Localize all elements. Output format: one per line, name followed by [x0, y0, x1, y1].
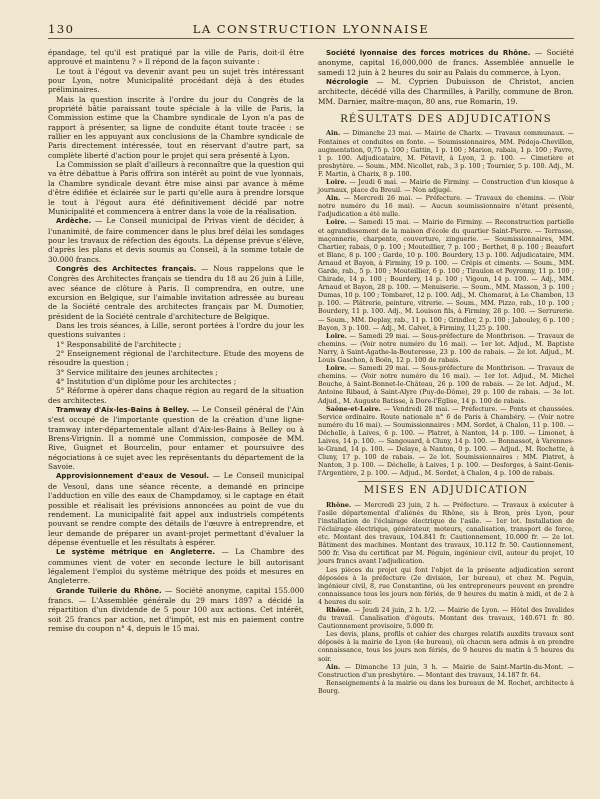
entry-region: Ain. [326, 662, 341, 671]
adjudication-entry [318, 405, 574, 478]
divider [358, 481, 534, 482]
results-list [318, 129, 574, 477]
adjudication-entry [318, 606, 574, 630]
entry-text: — Dimanche 13 juin, 3 h. — Mairie de Saint-Martin-du-Mont. — Construction d'un presbytère. — Montant des travaux, 14.187 fr. 64. [318, 662, 574, 679]
item-text: — Le Conseil municipal de Privas vient de décider, à l'unanimité, de faire commencer dans le plus bref délai les sondages pour les travaux de réfection des égouts. La dépense prévue s'élève, d'après les plans et devis soumis au Conseil, à la somme totale de 30.000 francs. [48, 216, 304, 264]
entry-text: — Samedi 29 mai. — Sous-préfecture de Montbrison. — Travaux de chemins. — (Voir notre numéro du 16 mai). — 1er lot. Adjud., M. Baptiste Narry, à Saint-Agathe-la-Bouteresse, 23 p. 100 de rabais. — 2e lot. Adjud., M. Louis Gaschon, à Boën, 12 p. 100 de rabais. [318, 331, 574, 365]
news-item-congres [48, 264, 304, 321]
entry-region: Loire. [326, 177, 347, 186]
entry-text: — Mercredi 23 juin, 2 h. — Préfecture. — Travaux à exécuter à l'asile départemental d'aliénés du Rhône, sis à Bron, près Lyon, pour l'installation de l'éclairage électrique de l'asile. — 1er lot. Installation de l'éclairage électrique, générateur, moteurs, canalisation, transport de force, etc. Montant des travaux, 104.841 fr. Cautionnement, 10.000 fr. — 2e lot. Bâtiment des machines. Montant des travaux, 10.112 fr. 50. Cautionnement, 500 fr. Visa du certificat par M. Péguin, ingénieur civil, auteur du projet, 10 jours francs avant l'adjudication. [318, 500, 574, 566]
entry-text: Les devis, plans, profils et cahier des charges relatifs auxdits travaux sont déposés à la mairie de Lyon (4e bureau), où chacun sera admis à en prendre connaissance, tous les jours non fériés, de 9 heures du matin à 5 heures du soir. [318, 630, 574, 663]
news-item-eaux [48, 471, 304, 547]
adjudication-entry [318, 178, 574, 194]
news-item-forces [318, 48, 574, 77]
mises-title: MISES EN ADJUDICATION [363, 485, 529, 497]
journal-title: LA CONSTRUCTION LYONNAISE [192, 22, 430, 36]
left-column [48, 48, 304, 633]
entry-region: Rhône. [326, 606, 352, 614]
adjudication-entry [318, 566, 574, 606]
adjudication-entry [318, 501, 574, 566]
paragraph: Dans les trois séances, à Lille, seront portées à l'ordre du jour les questions suivantes : [48, 320, 304, 340]
item-text: — Société anonyme, capital 155.000 francs. — L'Assemblée générale du 29 mars 1897 a décidé la répartition d'un dividende de 5 pour 100 aux actions. Cet intérêt, soit 25 francs par action, net d'impôt, est mis en paiement contre remise du coupon n° 4, depuis le 15 mai. [48, 585, 304, 633]
entry-region: Loire. [326, 218, 347, 227]
question-item: 5° Réforme à opérer dans chaque région au regard de la situation des architectes. [48, 386, 304, 405]
results-title: RÉSULTATS DES ADJUDICATIONS [340, 114, 552, 126]
adjudication-entry [318, 630, 574, 662]
adjudication-entry [318, 194, 574, 218]
entry-region: Ain. [326, 129, 341, 138]
item-text: — Le Conseil général de l'Ain s'est occupé de l'importante question de la création d'une ligne-tramway inter-départementale allant d'Aix-les-Bains à Belley ou à Brens-Virignin. Il a nommé une Commission, composée de MM. Rive, Guignet et Bourcelin, pour entamer et poursuivre des négociations à ce sujet avec les représentants du département de la Savoie. [48, 405, 305, 472]
entry-region: Loire. [326, 364, 347, 373]
news-item-ardeche [48, 216, 304, 264]
entry-text: Les pièces du projet qui font l'objet de la présente adjudication seront déposées à la préfecture (2e division, 1er bureau), et chez M. Peguin, ingénieur civil, 8, rue Constantine, où les entrepreneurs peuvent en prendre connaissance tous les jours non fériés, de 9 heures du matin à midi, et de 2 à 4 heures du soir. [318, 565, 574, 606]
section-heading: Ardèche. [56, 217, 92, 226]
paragraph: Mais la question inscrite à l'ordre du jour du Congrès de la propriété bâtie paraissant toute spéciale à la ville de Paris, la Commission estime que la Chambre syndicale de Lyon n'a pas de rapport à présenter, sa ligne de conduite étant toute tracée : se rallier en les appuyant aux conclusions de la Chambre syndicale de Paris directement intéressée, tout en réservant d'autre part, sa complète liberté d'action pour le projet qui sera présenté à Lyon. [48, 94, 304, 160]
entry-text: — Dimanche 23 mai. — Mairie de Charix. — Travaux communaux. — Fontaines et conduites en fonte. — Soumissionnaires, MM. Pédoja-Chevillon, augmentation, 0,75 p. 100 ; Gattin, 1 p. 100 ; Marion, rabais, 1 p. 100 ; Favre, 1 p. 100. Adjudicataire, M. Pétavit, à Lyon, 2 p. 100. — Cimetière et presbytère. — Soum., MM. Nicollet, rab., 3 p. 100 ; Tournier, 5 p. 100. Adj., M. F. Martin, à Charix, 8 p. 100. [318, 129, 574, 178]
news-item-necrologie [318, 77, 574, 106]
paragraph: La Commission se plaît d'ailleurs à reconnaître que la question qui va être débattue à Paris offrira son intérêt au point de vue lyonnais, la Chambre syndicale devant être mise ainsi par avance à même d'être édifiée et éclairée sur le parti qu'elle aura à prendre lorsque le tout à l'égout aura été définitivement décidé par notre Municipalité et commencera à entrer dans la voie de la réalisation. [48, 160, 304, 216]
section-heading: Grande Tuilerie du Rhône. [56, 586, 162, 595]
item-text: — La Chambre des communes vient de voter en seconde lecture le bill autorisant légalement l'emploi du système métrique des poids et mesures en Angleterre. [48, 547, 304, 586]
right-column [318, 48, 574, 695]
section-heading: Approvisionnement d'eaux de Vesoul. [56, 472, 210, 481]
paragraph: épandage, tel qu'il est pratiqué par la ville de Paris, doit-il être approuvé et maintenu ? » Il répond de la façon suivante : [48, 48, 304, 67]
paragraph: Le tout à l'égout va devenir avant peu un sujet très intéressant pour Lyon, notre Municipalité procédant déjà à des études préliminaires. [48, 66, 304, 95]
divider [358, 110, 534, 111]
page-header [48, 22, 574, 39]
question-item: 2° Enseignement régional de l'architecture. Etude des moyens de résoudre la question ; [48, 349, 304, 368]
entry-text: — Jeudi 24 juin, 2 h. 1/2. — Mairie de Lyon. — Hôtel des Invalides du travail. Canalisation d'égouts. Montant des travaux, 140.671 fr. 80. Cautionnement provisoire, 5.000 fr. [318, 606, 574, 631]
item-text: — Le Conseil municipal de Vesoul, dans une séance récente, a demandé en principe l'adduction en ville des eaux de Champdamoy, si le captage en était possible et réalisait les prévisions annoncées au point de vue du rendement. La municipalité fait appel aux industriels compétents pouvant se rendre compte des détails de l'œuvre à entreprendre, et leur demande de préparer un avant-projet permettant d'évaluer la dépense éventuelle et les résultats à espérer. [48, 471, 304, 547]
page-number: 130 [48, 22, 75, 36]
entry-text: — Jeudi 6 mai. — Mairie de Firminy. — Construction d'un kiosque à journaux, place du Breuil. — Non adjugé. [318, 177, 574, 195]
news-item-tuilerie [48, 586, 304, 634]
entry-region: Ain. [326, 194, 341, 203]
section-heading: Société lyonnaise des forces motrices du Rhône. [326, 49, 531, 57]
question-item: 4° Institution d'un diplôme pour les architectes ; [56, 377, 237, 387]
entry-text: — Vendredi 28 mai. — Préfecture. — Ponts et chaussées. Service ordinaire. Route nationale n° 6 de Paris à Chambéry. — (Voir notre numéro du 16 mai). — Soumissionnaires : MM. Sordet, à Chalon, 11 p. 100. — Déchelle, à Laives, 6 p. 100. — Platret, à Nanton, 14 p. 100. — Limonet, à Laives, 14 p. 100. — Sangouard, à Cluny, 14 p. 100. — Bonnassot, à Varennes-le-Grand, 14 p. 100. — Delaye, à Nanton, 0 p. 100. — Adjud., M. Rochette, à Cluny, 17 p. 100 de rabais. — 2e lot. Soumissionnaires : MM. Platret, à Nanton, 3 p. 100. — Déchelle, à Laives, 1 p. 100. — Desforges, à Saint-Genis-l'Argentière, 2 p. 100. — Adjud., M. Sordet, à Chalon, 4 p. 100 de rabais. [318, 404, 574, 478]
question-item: 1° Responsabilité de l'architecte ; [56, 339, 182, 349]
section-heading: Congrès des Architectes français. [56, 264, 197, 273]
item-text: — Société anonyme, capital 16,000,000 de francs. Assemblée annuelle le samedi 12 juin à 2 heures du soir au Palais du commerce, à Lyon. [318, 48, 574, 77]
entry-text: — Mercredi 26 mai. — Préfecture. — Travaux de chemins. — (Voir notre numéro du 16 mai). — Aucun soumissionnaire n'étant présenté, l'adjudication a été nulle. [318, 194, 574, 219]
adjudication-entry [318, 663, 574, 679]
adjudication-entry [318, 218, 574, 331]
entry-text: Renseignements à la mairie ou dans les bureaux de M. Rochet, architecte à Bourg. [318, 678, 574, 695]
entry-region: Rhône. [326, 500, 352, 509]
entry-text: — Samedi 15 mai. — Mairie de Firminy. — Reconstruction partielle et agrandissement de la maison d'école du quartier Saint-Pierre. — Terrasse, maçonnerie, charpente, couverture, zinguerie. — Soumissionnaires, MM. Chartier, rabais, 0 p. 100 ; Mouteillier, 7 p. 100 ; Berthet, 8 p. 100 ; Beaufort et Blanc, 8 p. 100 ; Garde, 10 p. 100. Bourdery, 13 p. 100. Adjudicataire, MM. Arnaud et Bayon, à Firminy, 19 p. 100. — Crépis et ciments. — Soum., MM. Garde, rab., 5 p. 100 ; Mouteillier, 6 p. 100 ; Tiraulon et Peyronny, 11 p. 100 ; Chirade, 14 p. 100 ; Bourdery, 14 p. 100 ; Vigoun, 14 p. 100. — Adj., MM. Arnaud et Bayon, 28 p. 100. — Menuiserie. — Soum., MM. Masson, 3 p. 100 ; Dumas, 10 p. 100 ; Tombaret, 12 p. 100. Adj., M. Chomarat, à Le Chambon, 13 p. 100. — Plâtrerie, peinture, vitrerie. — Soum., MM. Pizzo, rab., 10 p. 100 ; Bourdery, 11 p. 100. Adj., M. Louison fils, à Firminy, 28 p. 100. — Serrurerie. — Soum., MM. Deplay, rab., 11 p. 100 ; Grindler, 2 p. 100 ; Jabouley, 6 p. 100 ; Bayon, 3 p. 100. — Adj., M. Calvet, à Firminy, 11,25 p. 100. [318, 218, 574, 332]
question-item: 3° Service militaire des jeunes architectes ; [56, 367, 218, 377]
entry-region: Loire. [326, 331, 347, 340]
entry-text: — Samedi 29 mai. — Sous-préfecture de Montbrison. — Travaux de chemins. — (Voir notre numéro du 16 mai). — 1er lot. Adjud., M. Michel Bouche, à Saint-Bonnet-le-Château, 26 p. 100 de rabais. — 2e lot. Adjud., M. Antoine Ribaud, à Saint-Alyre (Puy-de-Dôme), 29 p. 100 de rabais. — 3e lot. Adjud., M. Auguste Batisse, à Dore-l'Église, 14 p. 100 de rabais. [318, 364, 574, 405]
adjudication-entry [318, 129, 574, 178]
adjudication-entry [318, 332, 574, 364]
section-heading: Tramway d'Aix-les-Bains à Belley. [56, 406, 190, 415]
section-heading: Le système métrique en Angleterre. [56, 548, 216, 557]
adjudication-entry [318, 679, 574, 695]
entry-region: Saône-et-Loire. [326, 404, 381, 413]
news-item-metrique [48, 547, 304, 585]
item-text: — M. Cyprien Dubuisson de Christot, ancien architecte, décédé villa des Charmilles, à Parilly, commune de Bron. MM. Darnier, maître-maçon, 80 ans, rue Romarin, 19. [318, 77, 574, 106]
mises-list [318, 501, 574, 695]
news-item-tramway [48, 405, 304, 471]
section-heading: Nécrologie [326, 78, 369, 87]
item-text: — Nous rappelons que le Congrès des Architectes français se tiendra du 18 au 26 juin à Lille, avec séance de clôture à Paris. Il comprendra, en outre, une excursion en Belgique, sur l'aimable invitation adressée au bureau de la Société centrale des architectes français par M. Dumotier, président de la Société centrale d'architecture de Belgique. [48, 263, 304, 321]
adjudication-entry [318, 364, 574, 404]
